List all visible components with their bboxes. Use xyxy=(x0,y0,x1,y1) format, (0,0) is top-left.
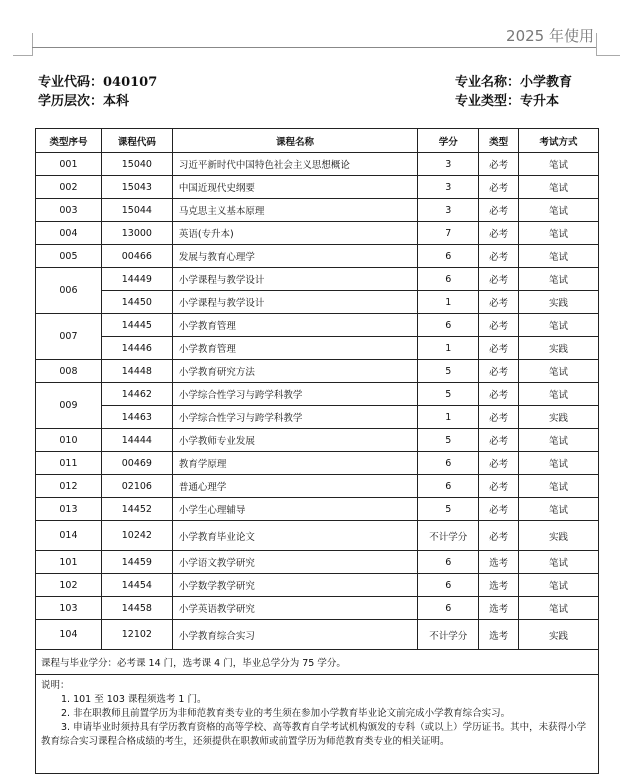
major-type: 专业类型：专升本 xyxy=(455,94,560,109)
type-cell: 必考 xyxy=(479,153,519,176)
seq-cell: 008 xyxy=(36,360,102,383)
exam-cell: 实践 xyxy=(519,406,599,429)
credit-cell: 6 xyxy=(418,574,479,597)
code-cell: 14449 xyxy=(101,268,172,291)
name-cell: 小学教师专业发展 xyxy=(172,429,417,452)
major-name: 专业名称：小学教育 xyxy=(455,75,573,90)
table-row xyxy=(36,268,599,291)
col-header: 考试方式 xyxy=(519,129,599,153)
type-cell: 必考 xyxy=(479,245,519,268)
notes-row xyxy=(36,675,599,774)
table-row xyxy=(36,337,599,360)
credit-cell: 3 xyxy=(418,199,479,222)
name-cell: 小学语文教学研究 xyxy=(172,551,417,574)
exam-cell: 实践 xyxy=(519,337,599,360)
seq-cell: 103 xyxy=(36,597,102,620)
type-cell: 必考 xyxy=(479,268,519,291)
code-cell: 14445 xyxy=(101,314,172,337)
table-row xyxy=(36,475,599,498)
table-row xyxy=(36,291,599,314)
exam-cell: 实践 xyxy=(519,291,599,314)
course-table xyxy=(35,128,599,774)
exam-cell: 笔试 xyxy=(519,245,599,268)
exam-cell: 笔试 xyxy=(519,597,599,620)
name-cell: 马克思主义基本原理 xyxy=(172,199,417,222)
table-row xyxy=(36,452,599,475)
note-item: 1. 101 至 103 课程须选考 1 门。 xyxy=(61,694,207,705)
exam-cell: 笔试 xyxy=(519,574,599,597)
name-cell: 教育学原理 xyxy=(172,452,417,475)
credit-cell: 1 xyxy=(418,406,479,429)
code-cell: 14444 xyxy=(101,429,172,452)
table-header-row xyxy=(36,129,599,153)
table-row xyxy=(36,360,599,383)
type-cell: 必考 xyxy=(479,452,519,475)
exam-cell: 笔试 xyxy=(519,452,599,475)
name-cell: 小学课程与教学设计 xyxy=(172,268,417,291)
code-cell: 12102 xyxy=(101,620,172,650)
code-cell: 14446 xyxy=(101,337,172,360)
code-cell: 14462 xyxy=(101,383,172,406)
exam-cell: 笔试 xyxy=(519,383,599,406)
code-cell: 15043 xyxy=(101,176,172,199)
crop-mark xyxy=(596,33,597,56)
exam-cell: 笔试 xyxy=(519,475,599,498)
credit-cell: 6 xyxy=(418,245,479,268)
credit-cell: 7 xyxy=(418,222,479,245)
note-item: 3. 申请毕业时须持具有学历教育资格的高等学校、高等教育自学考试机构颁发的专科（或以上）学历证书。其中，未获得小学教育综合实习课程合格成绩的考生，还须提供在职教师或前置学历为师范教育类专业的相关证明。 xyxy=(41,722,587,747)
credit-cell: 1 xyxy=(418,337,479,360)
notes-title: 说明： xyxy=(41,680,70,691)
credit-cell: 1 xyxy=(418,291,479,314)
table-row xyxy=(36,620,599,650)
name-cell: 中国近现代史纲要 xyxy=(172,176,417,199)
seq-cell: 011 xyxy=(36,452,102,475)
seq-cell: 013 xyxy=(36,498,102,521)
major-code: 专业代码：040107 xyxy=(38,75,158,90)
seq-cell: 102 xyxy=(36,574,102,597)
credit-cell: 3 xyxy=(418,153,479,176)
col-header: 学分 xyxy=(418,129,479,153)
code-cell: 14463 xyxy=(101,406,172,429)
table-row xyxy=(36,498,599,521)
credit-cell: 6 xyxy=(418,268,479,291)
table-row xyxy=(36,245,599,268)
table-row xyxy=(36,176,599,199)
credit-cell: 不计学分 xyxy=(418,620,479,650)
table-row xyxy=(36,222,599,245)
type-cell: 必考 xyxy=(479,521,519,551)
type-cell: 必考 xyxy=(479,199,519,222)
seq-cell: 009 xyxy=(36,383,102,429)
name-cell: 发展与教育心理学 xyxy=(172,245,417,268)
name-cell: 小学教育管理 xyxy=(172,314,417,337)
seq-cell: 003 xyxy=(36,199,102,222)
credit-cell: 3 xyxy=(418,176,479,199)
name-cell: 习近平新时代中国特色社会主义思想概论 xyxy=(172,153,417,176)
col-header: 类型序号 xyxy=(36,129,102,153)
seq-cell: 002 xyxy=(36,176,102,199)
exam-cell: 笔试 xyxy=(519,153,599,176)
seq-cell: 012 xyxy=(36,475,102,498)
type-cell: 必考 xyxy=(479,291,519,314)
col-header: 课程代码 xyxy=(101,129,172,153)
seq-cell: 007 xyxy=(36,314,102,360)
type-cell: 选考 xyxy=(479,620,519,650)
table-row xyxy=(36,314,599,337)
credit-cell: 6 xyxy=(418,597,479,620)
name-cell: 小学教育毕业论文 xyxy=(172,521,417,551)
name-cell: 英语(专升本) xyxy=(172,222,417,245)
seq-cell: 014 xyxy=(36,521,102,551)
code-cell: 14458 xyxy=(101,597,172,620)
seq-cell: 101 xyxy=(36,551,102,574)
table-row xyxy=(36,597,599,620)
code-cell: 14452 xyxy=(101,498,172,521)
type-cell: 必考 xyxy=(479,429,519,452)
seq-cell: 104 xyxy=(36,620,102,650)
header-rule xyxy=(32,47,596,48)
meta-left xyxy=(38,73,157,111)
education-level: 学历层次：本科 xyxy=(38,94,130,109)
type-cell: 必考 xyxy=(479,360,519,383)
name-cell: 普通心理学 xyxy=(172,475,417,498)
code-cell: 13000 xyxy=(101,222,172,245)
col-header: 类型 xyxy=(479,129,519,153)
exam-cell: 笔试 xyxy=(519,551,599,574)
seq-cell: 001 xyxy=(36,153,102,176)
credit-cell: 5 xyxy=(418,498,479,521)
year-label: 2025 年使用 xyxy=(506,27,594,45)
code-cell: 14459 xyxy=(101,551,172,574)
crop-mark xyxy=(13,55,33,56)
type-cell: 必考 xyxy=(479,222,519,245)
name-cell: 小学教育综合实习 xyxy=(172,620,417,650)
code-cell: 02106 xyxy=(101,475,172,498)
code-cell: 14450 xyxy=(101,291,172,314)
type-cell: 必考 xyxy=(479,337,519,360)
code-cell: 14448 xyxy=(101,360,172,383)
summary-row xyxy=(36,650,599,675)
name-cell: 小学教育管理 xyxy=(172,337,417,360)
credit-cell: 5 xyxy=(418,383,479,406)
credit-cell: 5 xyxy=(418,360,479,383)
name-cell: 小学综合性学习与跨学科教学 xyxy=(172,383,417,406)
table-row xyxy=(36,406,599,429)
note-item: 2. 非在职教师且前置学历为非师范教育类专业的考生须在参加小学教育毕业论文前完成小学教育综合实习。 xyxy=(61,708,511,719)
type-cell: 必考 xyxy=(479,314,519,337)
exam-cell: 笔试 xyxy=(519,429,599,452)
crop-mark xyxy=(32,33,33,56)
exam-cell: 笔试 xyxy=(519,176,599,199)
seq-cell: 010 xyxy=(36,429,102,452)
exam-cell: 笔试 xyxy=(519,314,599,337)
type-cell: 选考 xyxy=(479,551,519,574)
table-row xyxy=(36,199,599,222)
credit-cell: 6 xyxy=(418,475,479,498)
exam-cell: 笔试 xyxy=(519,222,599,245)
name-cell: 小学英语教学研究 xyxy=(172,597,417,620)
credit-cell: 6 xyxy=(418,551,479,574)
exam-cell: 实践 xyxy=(519,521,599,551)
crop-mark xyxy=(596,55,620,56)
summary-text: 课程与毕业学分：必考课 14 门，选考课 4 门，毕业总学分为 75 学分。 xyxy=(36,650,599,675)
name-cell: 小学生心理辅导 xyxy=(172,498,417,521)
code-cell: 15040 xyxy=(101,153,172,176)
type-cell: 必考 xyxy=(479,383,519,406)
type-cell: 必考 xyxy=(479,176,519,199)
table-row xyxy=(36,521,599,551)
type-cell: 必考 xyxy=(479,475,519,498)
name-cell: 小学教育研究方法 xyxy=(172,360,417,383)
col-header: 课程名称 xyxy=(172,129,417,153)
type-cell: 选考 xyxy=(479,597,519,620)
table-row xyxy=(36,551,599,574)
type-cell: 必考 xyxy=(479,498,519,521)
meta-right xyxy=(455,73,572,111)
table-row xyxy=(36,383,599,406)
seq-cell: 005 xyxy=(36,245,102,268)
table-row xyxy=(36,574,599,597)
table-row xyxy=(36,153,599,176)
credit-cell: 6 xyxy=(418,314,479,337)
credit-cell: 5 xyxy=(418,429,479,452)
code-cell: 14454 xyxy=(101,574,172,597)
name-cell: 小学综合性学习与跨学科教学 xyxy=(172,406,417,429)
type-cell: 必考 xyxy=(479,406,519,429)
code-cell: 00469 xyxy=(101,452,172,475)
code-cell: 00466 xyxy=(101,245,172,268)
exam-cell: 笔试 xyxy=(519,199,599,222)
name-cell: 小学数学教学研究 xyxy=(172,574,417,597)
exam-cell: 笔试 xyxy=(519,360,599,383)
notes-cell xyxy=(36,675,599,774)
type-cell: 选考 xyxy=(479,574,519,597)
name-cell: 小学课程与教学设计 xyxy=(172,291,417,314)
code-cell: 15044 xyxy=(101,199,172,222)
table-row xyxy=(36,429,599,452)
exam-cell: 实践 xyxy=(519,620,599,650)
exam-cell: 笔试 xyxy=(519,498,599,521)
code-cell: 10242 xyxy=(101,521,172,551)
seq-cell: 004 xyxy=(36,222,102,245)
exam-cell: 笔试 xyxy=(519,268,599,291)
credit-cell: 6 xyxy=(418,452,479,475)
credit-cell: 不计学分 xyxy=(418,521,479,551)
seq-cell: 006 xyxy=(36,268,102,314)
